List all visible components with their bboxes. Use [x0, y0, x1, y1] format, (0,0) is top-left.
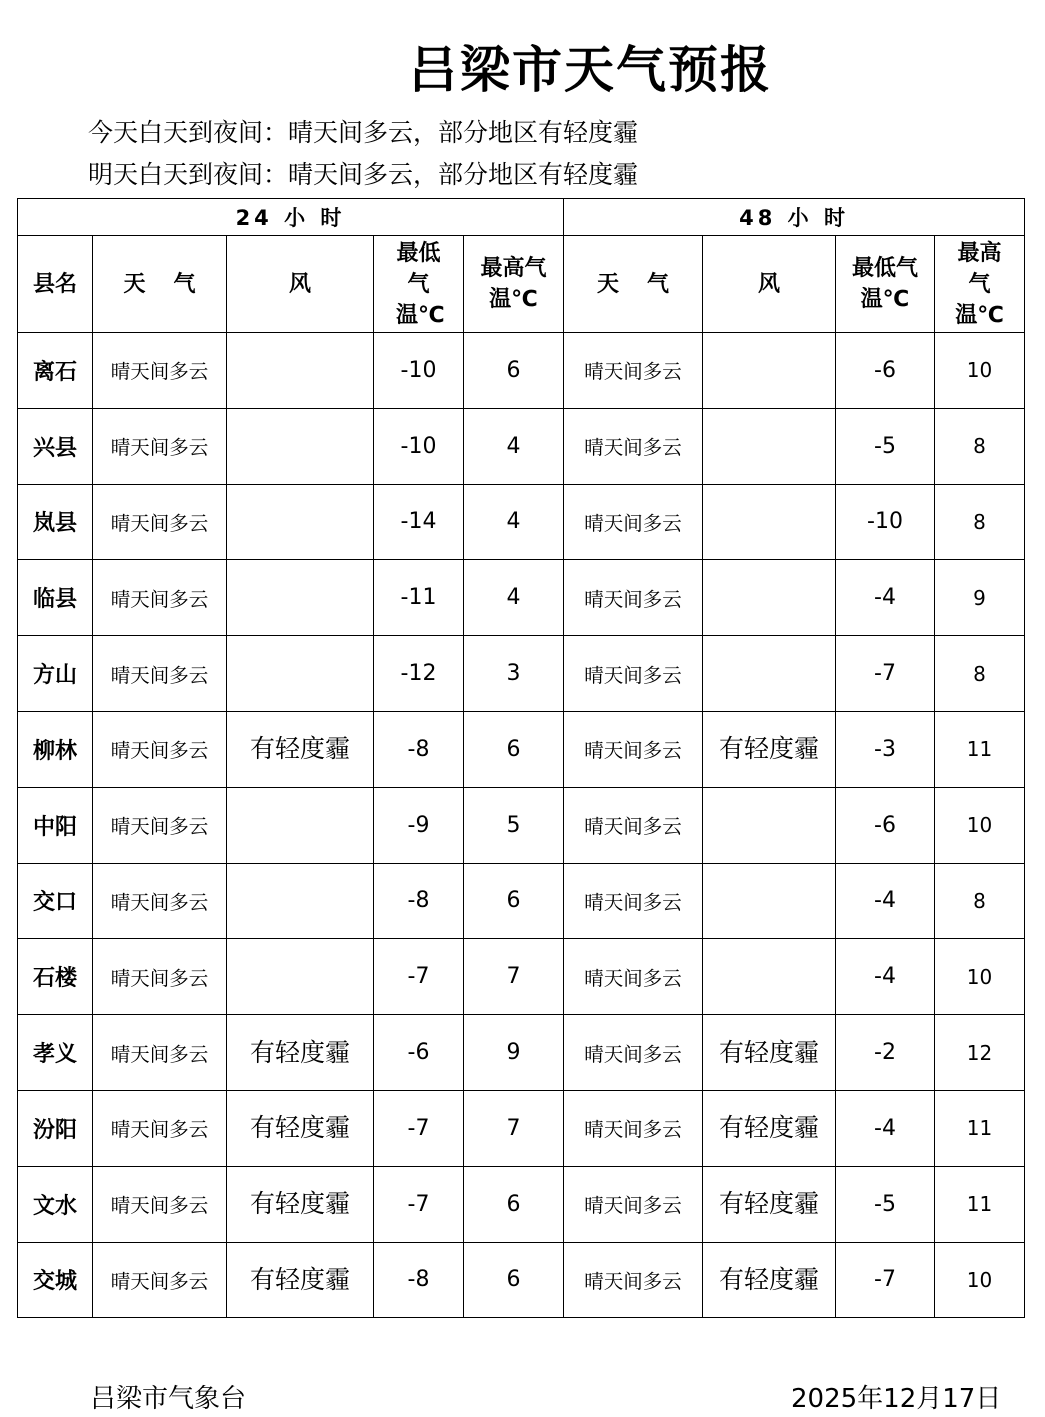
min-temp-24h-cell: -8: [374, 1242, 464, 1318]
max-temp-24h-cell: 6: [464, 1166, 564, 1242]
weather-24h-cell: 晴天间多云: [93, 1090, 227, 1166]
county-cell: 孝义: [18, 1015, 93, 1091]
wind-24h-cell: [227, 333, 374, 409]
today-summary: 今天白天到夜间：晴天间多云，部分地区有轻度霾: [88, 118, 639, 147]
col-county: 县名: [18, 236, 93, 333]
wind-48h-cell: [703, 939, 836, 1015]
table-row: [18, 863, 1025, 939]
wind-48h-cell: 有轻度霾: [703, 1166, 836, 1242]
col-min-temp-48h: 最低气温℃: [836, 236, 935, 333]
min-temp-24h-cell: -7: [374, 1166, 464, 1242]
max-temp-48h-cell: 10: [935, 1242, 1025, 1318]
wind-24h-cell: [227, 787, 374, 863]
column-header-row: [18, 236, 1025, 333]
min-temp-48h-cell: -7: [836, 636, 935, 712]
min-temp-48h-cell: -6: [836, 787, 935, 863]
min-temp-24h-cell: -10: [374, 333, 464, 409]
county-cell: 中阳: [18, 787, 93, 863]
table-row: [18, 1090, 1025, 1166]
wind-24h-cell: [227, 939, 374, 1015]
max-temp-48h-cell: 10: [935, 333, 1025, 409]
weather-24h-cell: 晴天间多云: [93, 1015, 227, 1091]
forecast-rows: [18, 333, 1025, 1318]
min-temp-48h-cell: -4: [836, 560, 935, 636]
min-temp-48h-cell: -5: [836, 1166, 935, 1242]
county-cell: 汾阳: [18, 1090, 93, 1166]
weather-24h-cell: 晴天间多云: [93, 863, 227, 939]
min-temp-48h-cell: -6: [836, 333, 935, 409]
county-cell: 岚县: [18, 484, 93, 560]
county-cell: 文水: [18, 1166, 93, 1242]
max-temp-48h-cell: 11: [935, 1166, 1025, 1242]
max-temp-24h-cell: 7: [464, 939, 564, 1015]
table-row: [18, 711, 1025, 787]
max-temp-48h-cell: 8: [935, 408, 1025, 484]
wind-48h-cell: 有轻度霾: [703, 1242, 836, 1318]
max-temp-48h-cell: 11: [935, 711, 1025, 787]
table-row: [18, 787, 1025, 863]
wind-48h-cell: [703, 333, 836, 409]
weather-48h-cell: 晴天间多云: [564, 636, 703, 712]
group-header-48h: 48 小 时: [564, 199, 1025, 236]
county-cell: 临县: [18, 560, 93, 636]
weather-48h-cell: 晴天间多云: [564, 333, 703, 409]
weather-24h-cell: 晴天间多云: [93, 636, 227, 712]
table-row: [18, 1166, 1025, 1242]
wind-24h-cell: [227, 408, 374, 484]
weather-48h-cell: 晴天间多云: [564, 711, 703, 787]
max-temp-48h-cell: 12: [935, 1015, 1025, 1091]
max-temp-48h-cell: 8: [935, 863, 1025, 939]
max-temp-48h-cell: 9: [935, 560, 1025, 636]
county-cell: 方山: [18, 636, 93, 712]
weather-48h-cell: 晴天间多云: [564, 1166, 703, 1242]
county-cell: 柳林: [18, 711, 93, 787]
county-cell: 离石: [18, 333, 93, 409]
weather-48h-cell: 晴天间多云: [564, 787, 703, 863]
max-temp-24h-cell: 5: [464, 787, 564, 863]
weather-24h-cell: 晴天间多云: [93, 560, 227, 636]
min-temp-24h-cell: -7: [374, 939, 464, 1015]
wind-48h-cell: [703, 787, 836, 863]
max-temp-24h-cell: 6: [464, 863, 564, 939]
max-temp-48h-cell: 8: [935, 636, 1025, 712]
forecast-table: [17, 198, 1025, 1318]
min-temp-24h-cell: -6: [374, 1015, 464, 1091]
col-weather-24h: 天气: [93, 236, 227, 333]
col-wind-24h: 风: [227, 236, 374, 333]
weather-48h-cell: 晴天间多云: [564, 1015, 703, 1091]
wind-48h-cell: 有轻度霾: [703, 1015, 836, 1091]
weather-48h-cell: 晴天间多云: [564, 1242, 703, 1318]
max-temp-48h-cell: 8: [935, 484, 1025, 560]
wind-24h-cell: [227, 636, 374, 712]
min-temp-48h-cell: -5: [836, 408, 935, 484]
min-temp-24h-cell: -10: [374, 408, 464, 484]
max-temp-48h-cell: 11: [935, 1090, 1025, 1166]
table-row: [18, 1242, 1025, 1318]
min-temp-48h-cell: -3: [836, 711, 935, 787]
min-temp-48h-cell: -10: [836, 484, 935, 560]
weather-48h-cell: 晴天间多云: [564, 408, 703, 484]
table-row: [18, 560, 1025, 636]
weather-24h-cell: 晴天间多云: [93, 787, 227, 863]
wind-48h-cell: [703, 484, 836, 560]
table-row: [18, 636, 1025, 712]
weather-48h-cell: 晴天间多云: [564, 1090, 703, 1166]
col-wind-48h: 风: [703, 236, 836, 333]
max-temp-24h-cell: 4: [464, 484, 564, 560]
weather-48h-cell: 晴天间多云: [564, 484, 703, 560]
min-temp-48h-cell: -7: [836, 1242, 935, 1318]
wind-48h-cell: [703, 863, 836, 939]
max-temp-24h-cell: 6: [464, 1242, 564, 1318]
county-cell: 交城: [18, 1242, 93, 1318]
wind-24h-cell: 有轻度霾: [227, 711, 374, 787]
issuer: 吕梁市气象台: [90, 1384, 247, 1414]
min-temp-48h-cell: -4: [836, 939, 935, 1015]
col-min-temp-24h: 最低气温℃: [374, 236, 464, 333]
max-temp-48h-cell: 10: [935, 939, 1025, 1015]
min-temp-48h-cell: -2: [836, 1015, 935, 1091]
county-cell: 兴县: [18, 408, 93, 484]
table-row: [18, 484, 1025, 560]
wind-48h-cell: [703, 408, 836, 484]
table-row: [18, 408, 1025, 484]
wind-48h-cell: 有轻度霾: [703, 1090, 836, 1166]
weather-24h-cell: 晴天间多云: [93, 711, 227, 787]
max-temp-24h-cell: 4: [464, 408, 564, 484]
wind-24h-cell: [227, 484, 374, 560]
wind-24h-cell: 有轻度霾: [227, 1242, 374, 1318]
table-row: [18, 939, 1025, 1015]
col-max-temp-24h: 最高气温℃: [464, 236, 564, 333]
weather-24h-cell: 晴天间多云: [93, 939, 227, 1015]
wind-48h-cell: [703, 636, 836, 712]
col-weather-48h: 天气: [564, 236, 703, 333]
issue-date: 2025年12月17日: [791, 1384, 1002, 1414]
weather-24h-cell: 晴天间多云: [93, 408, 227, 484]
max-temp-24h-cell: 3: [464, 636, 564, 712]
min-temp-24h-cell: -11: [374, 560, 464, 636]
weather-24h-cell: 晴天间多云: [93, 1166, 227, 1242]
min-temp-48h-cell: -4: [836, 1090, 935, 1166]
wind-24h-cell: 有轻度霾: [227, 1166, 374, 1242]
weather-48h-cell: 晴天间多云: [564, 939, 703, 1015]
max-temp-24h-cell: 4: [464, 560, 564, 636]
col-max-temp-48h: 最高气温℃: [935, 236, 1025, 333]
min-temp-24h-cell: -14: [374, 484, 464, 560]
group-header-row: [18, 199, 1025, 236]
min-temp-24h-cell: -8: [374, 711, 464, 787]
min-temp-24h-cell: -12: [374, 636, 464, 712]
wind-24h-cell: 有轻度霾: [227, 1015, 374, 1091]
county-cell: 石楼: [18, 939, 93, 1015]
min-temp-24h-cell: -7: [374, 1090, 464, 1166]
max-temp-24h-cell: 7: [464, 1090, 564, 1166]
wind-24h-cell: 有轻度霾: [227, 1090, 374, 1166]
tomorrow-summary: 明天白天到夜间：晴天间多云，部分地区有轻度霾: [88, 160, 639, 189]
max-temp-24h-cell: 6: [464, 711, 564, 787]
weather-24h-cell: 晴天间多云: [93, 1242, 227, 1318]
min-temp-48h-cell: -4: [836, 863, 935, 939]
page-title: 吕梁市天气预报: [408, 41, 772, 99]
wind-48h-cell: 有轻度霾: [703, 711, 836, 787]
min-temp-24h-cell: -9: [374, 787, 464, 863]
table-row: [18, 1015, 1025, 1091]
table-row: [18, 333, 1025, 409]
max-temp-48h-cell: 10: [935, 787, 1025, 863]
weather-48h-cell: 晴天间多云: [564, 863, 703, 939]
county-cell: 交口: [18, 863, 93, 939]
wind-24h-cell: [227, 560, 374, 636]
weather-48h-cell: 晴天间多云: [564, 560, 703, 636]
wind-48h-cell: [703, 560, 836, 636]
min-temp-24h-cell: -8: [374, 863, 464, 939]
weather-24h-cell: 晴天间多云: [93, 333, 227, 409]
max-temp-24h-cell: 9: [464, 1015, 564, 1091]
weather-24h-cell: 晴天间多云: [93, 484, 227, 560]
wind-24h-cell: [227, 863, 374, 939]
max-temp-24h-cell: 6: [464, 333, 564, 409]
group-header-24h: 24 小 时: [18, 199, 564, 236]
